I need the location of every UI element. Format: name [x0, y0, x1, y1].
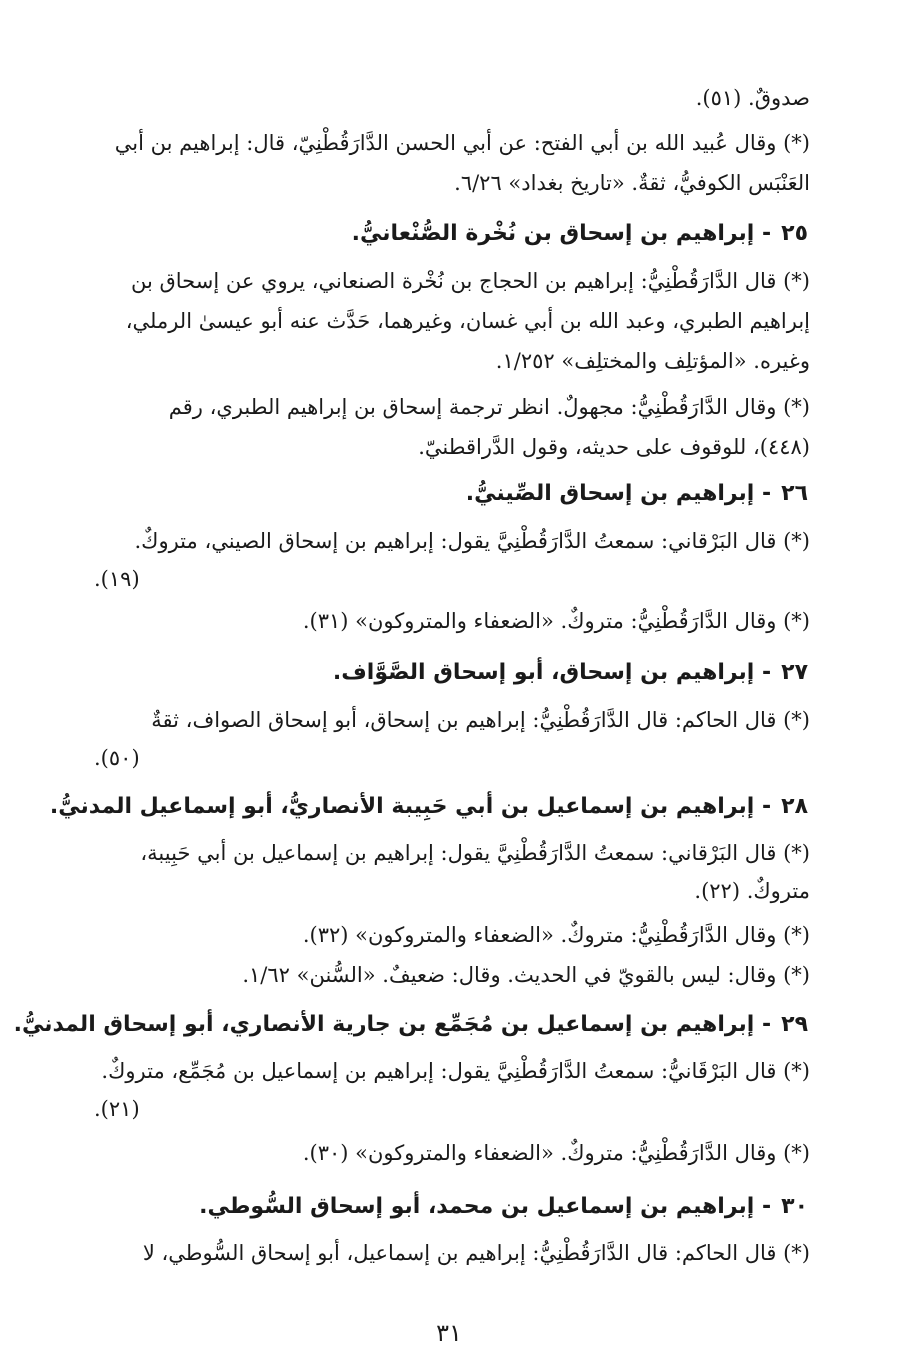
entry-title: - إبراهيم بن إسحاق، أبو إسحاق الصَّوَّاف. — [332, 660, 772, 685]
entry-number: ٢٧ — [781, 660, 808, 685]
text-line: (*) قال البَرْقَانيُّ: سمعتُ الدَّارَقُطْنِيَّ يقول: إبراهيم بن إسماعيل بن مُجَمِّع، متروكٌ. — [101, 1059, 810, 1083]
page-number: ٣١ — [436, 1319, 462, 1347]
text-line: (*) قال الحاكم: قال الدَّارَقُطْنِيُّ: إبراهيم بن إسماعيل، أبو إسحاق السُّوطي، لا — [142, 1241, 810, 1265]
entry-heading — [352, 219, 808, 249]
text-line: وغيره. «المؤتلِف والمختلِف» ١/٢٥٢. — [495, 349, 810, 373]
text-line: (*) وقال الدَّارَقُطْنِيُّ: متروكٌ. «الضعفاء والمتروكون» (٣٠). — [302, 1141, 810, 1165]
text-line: (١٩). — [94, 567, 140, 591]
text-line: (٤٤٨)، للوقوف على حديثه، وقول الدَّراقطنيّ. — [418, 435, 810, 459]
text-line: متروكٌ. (٢٢). — [694, 879, 810, 903]
entry-title: - إبراهيم بن إسحاق بن نُخْرة الصُّنْعانيُّ. — [351, 221, 772, 246]
entry-number: ٢٥ — [781, 221, 808, 246]
entry-heading — [199, 1192, 808, 1222]
text-line: (*) وقال الدَّارَقُطْنِيُّ: متروكٌ. «الضعفاء والمتروكون» (٣٢). — [302, 923, 810, 947]
entry-title: - إبراهيم بن إسماعيل بن محمد، أبو إسحاق السُّوطي. — [199, 1194, 772, 1219]
entry-heading — [466, 479, 808, 509]
entry-heading — [333, 658, 808, 688]
text-line: (*) وقال عُبيد الله بن أبي الفتح: عن أبي الحسن الدَّارَقُطْنِيّ، قال: إبراهيم بن أبي — [114, 131, 810, 155]
text-line: صدوقٌ. (٥١). — [695, 86, 810, 110]
entry-number: ٢٦ — [781, 481, 808, 506]
text-line: (*) وقال: ليس بالقويّ في الحديث. وقال: ضعيفٌ. «السُّنن» ١/٦٢. — [242, 963, 810, 987]
text-line: (*) وقال الدَّارَقُطْنِيُّ: متروكٌ. «الضعفاء والمتروكون» (٣١). — [302, 609, 810, 633]
entry-number: ٣٠ — [781, 1194, 808, 1219]
text-line: (*) قال الحاكم: قال الدَّارَقُطْنِيُّ: إبراهيم بن إسحاق، أبو إسحاق الصواف، ثقةٌ — [151, 708, 810, 732]
entry-heading — [50, 792, 808, 822]
entry-number: ٢٩ — [781, 1012, 808, 1037]
text-line: (*) قال الدَّارَقُطْنِيُّ: إبراهيم بن الحجاج بن نُخْرة الصنعاني، يروي عن إسحاق بن — [130, 269, 810, 293]
text-line: العَنْبَس الكوفيُّ، ثقةٌ. «تاريخ بغداد» ٦/٢٦. — [454, 171, 810, 195]
entry-title: - إبراهيم بن إسحاق الصِّينيُّ. — [465, 481, 772, 506]
text-line: (*) وقال الدَّارَقُطْنِيُّ: مجهولٌ. انظر ترجمة إسحاق بن إبراهيم الطبري، رقم — [168, 395, 810, 419]
text-line: (*) قال البَرْقاني: سمعتُ الدَّارَقُطْنِيَّ يقول: إبراهيم بن إسحاق الصيني، متروكٌ. — [134, 529, 810, 553]
entry-title: - إبراهيم بن إسماعيل بن مُجَمِّع بن جارية الأنصاري، أبو إسحاق المدنيُّ. — [13, 1012, 772, 1037]
text-line: (*) قال البَرْقاني: سمعتُ الدَّارَقُطْنِيَّ يقول: إبراهيم بن إسماعيل بن أبي حَبِيبة، — [140, 841, 810, 865]
text-line: (٢١). — [94, 1097, 140, 1121]
entry-number: ٢٨ — [781, 794, 808, 819]
text-line: (٥٠). — [94, 746, 140, 770]
entry-heading — [14, 1010, 808, 1040]
text-line: إبراهيم الطبري، وعبد الله بن أبي غسان، وغيرهما، حَدَّث عنه أبو عيسىٰ الرملي، — [125, 309, 810, 333]
entry-title: - إبراهيم بن إسماعيل بن أبي حَبِيبة الأنصاريُّ، أبو إسماعيل المدنيُّ. — [49, 794, 772, 819]
